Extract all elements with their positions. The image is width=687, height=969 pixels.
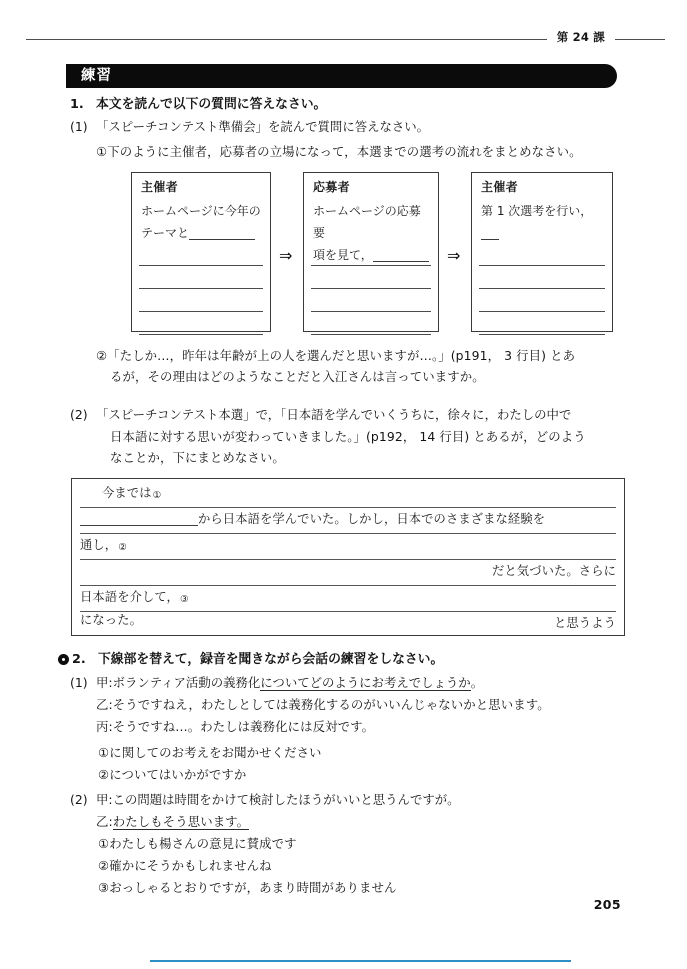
- flow-box-1-title: 主催者: [141, 180, 178, 194]
- exercise-1-number: 1.: [70, 97, 84, 112]
- answer-line-2[interactable]: [80, 507, 616, 534]
- flow-box-3-inline-blank[interactable]: [481, 239, 499, 240]
- lesson-label: 第 24 課: [553, 29, 609, 45]
- question-1-1-sub1: ①下のように主催者，応募者の立場になって，本選までの選考の流れをまとめなさい。: [96, 144, 582, 159]
- dialogue-2-option-2: ②確かにそうかもしれませんね: [98, 858, 272, 873]
- blank-line[interactable]: [139, 289, 263, 312]
- dialogue-2-marker: (2): [70, 792, 88, 807]
- flow-box-3-blank-lines[interactable]: [479, 243, 605, 335]
- dialogue-1-option-2: ②についてはいかがですか: [98, 767, 247, 782]
- answer-line-3-prefix: 通し，: [80, 538, 118, 552]
- dialogue-2-speaker-2: 乙:: [96, 814, 113, 829]
- question-1-2-marker: (2): [70, 407, 88, 422]
- flow-box-1-blank-lines[interactable]: [139, 243, 263, 335]
- dialogue-2: [70, 789, 670, 811]
- dialogue-1-speaker-1: 甲:: [96, 675, 113, 690]
- flow-box-applicant: [303, 172, 439, 332]
- flow-box-3-text: [481, 200, 605, 244]
- flow-box-1-inline-blank[interactable]: [189, 239, 255, 240]
- blank-line[interactable]: [479, 289, 605, 312]
- blank-line[interactable]: [311, 289, 431, 312]
- question-1-2-line2: 日本語に対する思いが変わっていきました。」(p192， 14 行目) とあるが，どのよう: [110, 429, 586, 444]
- dialogue-1-underlined-1: についてどのようにお考えでしょうか: [260, 675, 471, 690]
- flow-box-3-title: 主催者: [481, 180, 518, 194]
- blank-line[interactable]: [311, 243, 431, 266]
- dialogue-1-line-1: [96, 672, 670, 694]
- flow-arrow-2: ⇒: [447, 246, 461, 265]
- header-rule-left: [26, 39, 547, 40]
- question-1-1: [70, 116, 650, 138]
- running-head: [26, 30, 665, 47]
- flow-box-1-text: [141, 200, 263, 244]
- flow-box-2-title: 応募者: [313, 180, 350, 194]
- section-banner-label: 練習: [81, 68, 112, 84]
- question-1-1-text: 「スピーチコンテスト準備会」を読んで質問に答えなさい。: [96, 119, 430, 134]
- dialogue-1: [70, 672, 670, 694]
- question-1-1-marker: (1): [70, 119, 88, 134]
- exercise-2-title: 下線部を替えて，録音を聞きながら会話の練習をしなさい。: [98, 652, 444, 667]
- flow-box-2-blank-lines[interactable]: [311, 243, 431, 335]
- answer-line-2-text: から日本語を学んでいた。しかし，日本でのさまざまな経験を: [198, 512, 546, 526]
- dialogue-1-text-1: ボランティア活動の義務化: [112, 675, 261, 690]
- answer-line-1-prefix: 今までは: [102, 486, 152, 500]
- flow-box-2-line2: 項を見て，: [313, 248, 373, 262]
- flow-box-2-line1: ホームページの応募要: [313, 204, 421, 240]
- selection-flow-diagram: [0, 172, 687, 334]
- bottom-accent-rule: [150, 960, 571, 962]
- audio-disc-icon: [58, 654, 69, 665]
- flow-arrow-1: ⇒: [279, 246, 293, 265]
- blank-line[interactable]: [311, 312, 431, 335]
- blank-line[interactable]: [139, 266, 263, 289]
- answer-blank-marker-3: ③: [179, 594, 189, 605]
- dialogue-1-option-1: ①に関してのお考えをお聞かせください: [98, 745, 322, 760]
- flow-box-organizer-1: [131, 172, 271, 332]
- dialogue-1-speaker-2: 乙:: [96, 697, 113, 712]
- answer-line-5-prefix: 日本語を介して，: [80, 590, 179, 604]
- answer-line-7-text: になった。: [80, 613, 142, 627]
- question-1-1-sub2-line1: ②「たしか…，昨年は年齢が上の人を選んだと思いますが…。」(p191， 3 行目) とあ: [96, 348, 576, 363]
- blank-line[interactable]: [479, 243, 605, 266]
- question-1-2: [70, 404, 670, 426]
- blank-line[interactable]: [139, 243, 263, 266]
- answer-blank-marker-1: ①: [152, 490, 162, 501]
- dialogue-1-tail-1: 。: [470, 675, 484, 690]
- question-1-1-sub2-line2: るが，その理由はどのようなことだと入江さんは言っていますか。: [110, 369, 485, 384]
- exercise-2-number: 2.: [72, 652, 86, 667]
- header-rule-right: [615, 39, 665, 40]
- blank-line[interactable]: [479, 312, 605, 335]
- dialogue-1-line-3: [96, 716, 687, 737]
- dialogue-1-marker: (1): [70, 675, 88, 690]
- exercise-2-heading: [72, 649, 652, 671]
- flow-box-3-line1: 第 1 次選考を行い，: [481, 204, 593, 218]
- exercise-1-title: 本文を読んで以下の質問に答えなさい。: [96, 97, 327, 112]
- dialogue-2-line-2: [96, 811, 687, 832]
- blank-line[interactable]: [479, 266, 605, 289]
- answer-inline-blank-1[interactable]: [80, 510, 198, 526]
- dialogue-2-text-1: この問題は時間をかけて検討したほうがいいと思うんですが。: [112, 792, 460, 807]
- answer-line-final[interactable]: [80, 608, 616, 634]
- dialogue-2-speaker-1: 甲:: [96, 792, 113, 807]
- flow-box-1-line2: テーマと: [141, 226, 190, 240]
- question-1-2-line3: なことか，下にまとめなさい。: [110, 450, 285, 465]
- dialogue-2-underlined-2: わたしもそう思います。: [112, 814, 250, 829]
- page-number: 205: [593, 897, 621, 912]
- answer-line-3[interactable]: [80, 533, 616, 560]
- answer-line-6-text: と思うよう: [554, 616, 616, 630]
- blank-line[interactable]: [139, 312, 263, 335]
- answer-line-4-text: だと気づいた。さらに: [492, 564, 616, 578]
- answer-line-1[interactable]: [80, 481, 616, 508]
- dialogue-2-option-3: ③おっしゃるとおりですが，あまり時間がありません: [98, 880, 397, 895]
- flow-box-1-line1: ホームページに今年の: [141, 204, 261, 218]
- blank-line[interactable]: [311, 266, 431, 289]
- dialogue-1-text-2: そうですねえ，わたしとしては義務化するのがいいんじゃないかと思います。: [112, 697, 550, 712]
- dialogue-1-text-3: そうですね…。わたしは義務化には反対です。: [112, 719, 375, 734]
- question-1-2-line1: 「スピーチコンテスト本選」で，「日本語を学んでいくうちに，徐々に，わたしの中で: [96, 407, 572, 422]
- exercise-1-heading: [70, 94, 640, 116]
- flow-box-organizer-2: [471, 172, 613, 332]
- answer-blank-marker-2: ②: [118, 542, 127, 553]
- dialogue-1-line-2: [96, 694, 687, 715]
- summary-answer-box[interactable]: [71, 478, 625, 636]
- dialogue-2-option-1: ①わたしも楊さんの意見に賛成です: [98, 836, 297, 851]
- answer-line-4[interactable]: [80, 559, 616, 586]
- dialogue-1-speaker-3: 丙:: [96, 719, 113, 734]
- section-banner: [66, 64, 617, 88]
- dialogue-2-line-1: [96, 789, 670, 811]
